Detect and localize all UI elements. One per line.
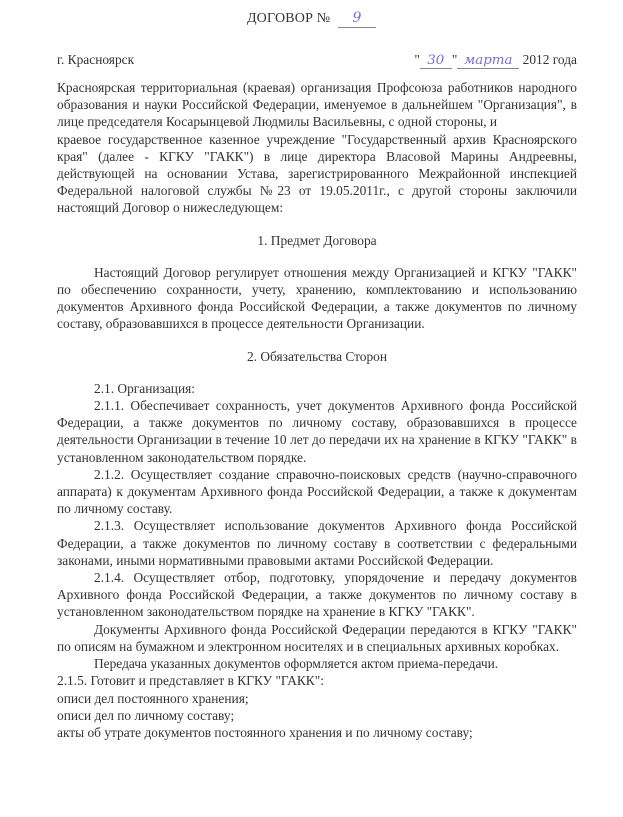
date-day-field xyxy=(420,52,452,69)
contract-number-field xyxy=(338,10,376,28)
clause-2-1-5: 2.1.5. Готовит и представляет в КГКУ "ГАКК": xyxy=(57,673,324,689)
transfer-paragraph: Документы Архивного фонда Российской Федерации передаются в КГКУ "ГАКК" по описям на бумажном и электронном носителях и в специальных архивных коробках. xyxy=(57,621,577,654)
date-month-handwritten: марта xyxy=(464,53,513,68)
section-2-heading: 2. Обязательства Сторон xyxy=(246,348,388,364)
city-date-line xyxy=(57,52,577,72)
list-item: описи дел постоянного хранения; xyxy=(57,690,249,706)
section-1-text: Настоящий Договор регулирует отношения между Организацией и КГКУ "ГАКК" по обеспечению сохранности, учету, хранению, комплектованию и использованию документов Архивного фонда Российской Федерации, а также документов по личному составу, образовавшихся в процессе деятельности Организации. xyxy=(57,264,577,332)
city: г. Красноярск xyxy=(57,52,135,67)
contract-number-handwritten: 9 xyxy=(352,10,362,26)
list-item: акты об утрате документов постоянного хранения и по личному составу; xyxy=(57,724,473,740)
preamble-paragraph-2: краевое государственное казенное учреждение "Государственный архив Красноярского края" (далее - КГКУ "ГАКК") в лице директора Власовой Марины Андреевны, действующей на основании Устава, зарегистрированного Межрайонной инспекцией Федеральной налоговой службы №23 от 19.05.2011г., с другой стороны заключили настоящий Договор о нижеследующем: xyxy=(57,131,577,216)
contract-title-text: ДОГОВОР № xyxy=(246,11,331,26)
contract-title xyxy=(0,10,623,28)
date-year: 2012 года xyxy=(522,52,577,67)
date-month-field xyxy=(457,52,519,69)
transfer-act-paragraph: Передача указанных документов оформляется актом приема-передачи. xyxy=(94,656,499,672)
date-day-handwritten: 30 xyxy=(427,53,445,68)
clause-2-1-2: 2.1.2. Осуществляет создание справочно-поисковых средств (научно-справочного аппарата) к документам Архивного фонда Российской Федерации, а также к документам по личному составу. xyxy=(57,466,577,517)
contract-date: " 30 " марта 2012 года xyxy=(414,52,577,68)
document-body xyxy=(57,79,577,741)
clause-2-1-1: 2.1.1. Обеспечивает сохранность, учет документов Архивного фонда Российской Федерации, а также документов по личному составу, образовавшихся в процессе деятельности Организации в течение 10 лет до передачи их на хранение в КГКУ "ГАКК" в установленном законодательством порядке. xyxy=(57,398,577,465)
clause-2-1-4: 2.1.4. Осуществляет отбор, подготовку, упорядочение и передачу документов Архивного фонда Российской Федерации, а также документов по личному составу в установленном законодательством порядке на хранение в КГКУ "ГАКК". xyxy=(57,570,577,620)
section-1-heading: 1. Предмет Договора xyxy=(257,232,377,248)
list-item: описи дел по личному составу; xyxy=(57,707,235,723)
clause-2-1-3: 2.1.3. Осуществляет использование документов Архивного фонда Российской Федерации, а также документов по личному составу в соответствии с федеральными законами, иными нормативными правовыми актами Российской Федерации. xyxy=(57,518,577,568)
preamble-paragraph-1: Красноярская территориальная (краевая) организация Профсоюза работников народного образования и науки Российской Федерации, именуемое в дальнейшем "Организация", в лице председателя Косарынцевой Людмилы Васильевны, с одной стороны, и xyxy=(57,80,577,130)
section-2-1-heading: 2.1. Организация: xyxy=(94,380,196,396)
